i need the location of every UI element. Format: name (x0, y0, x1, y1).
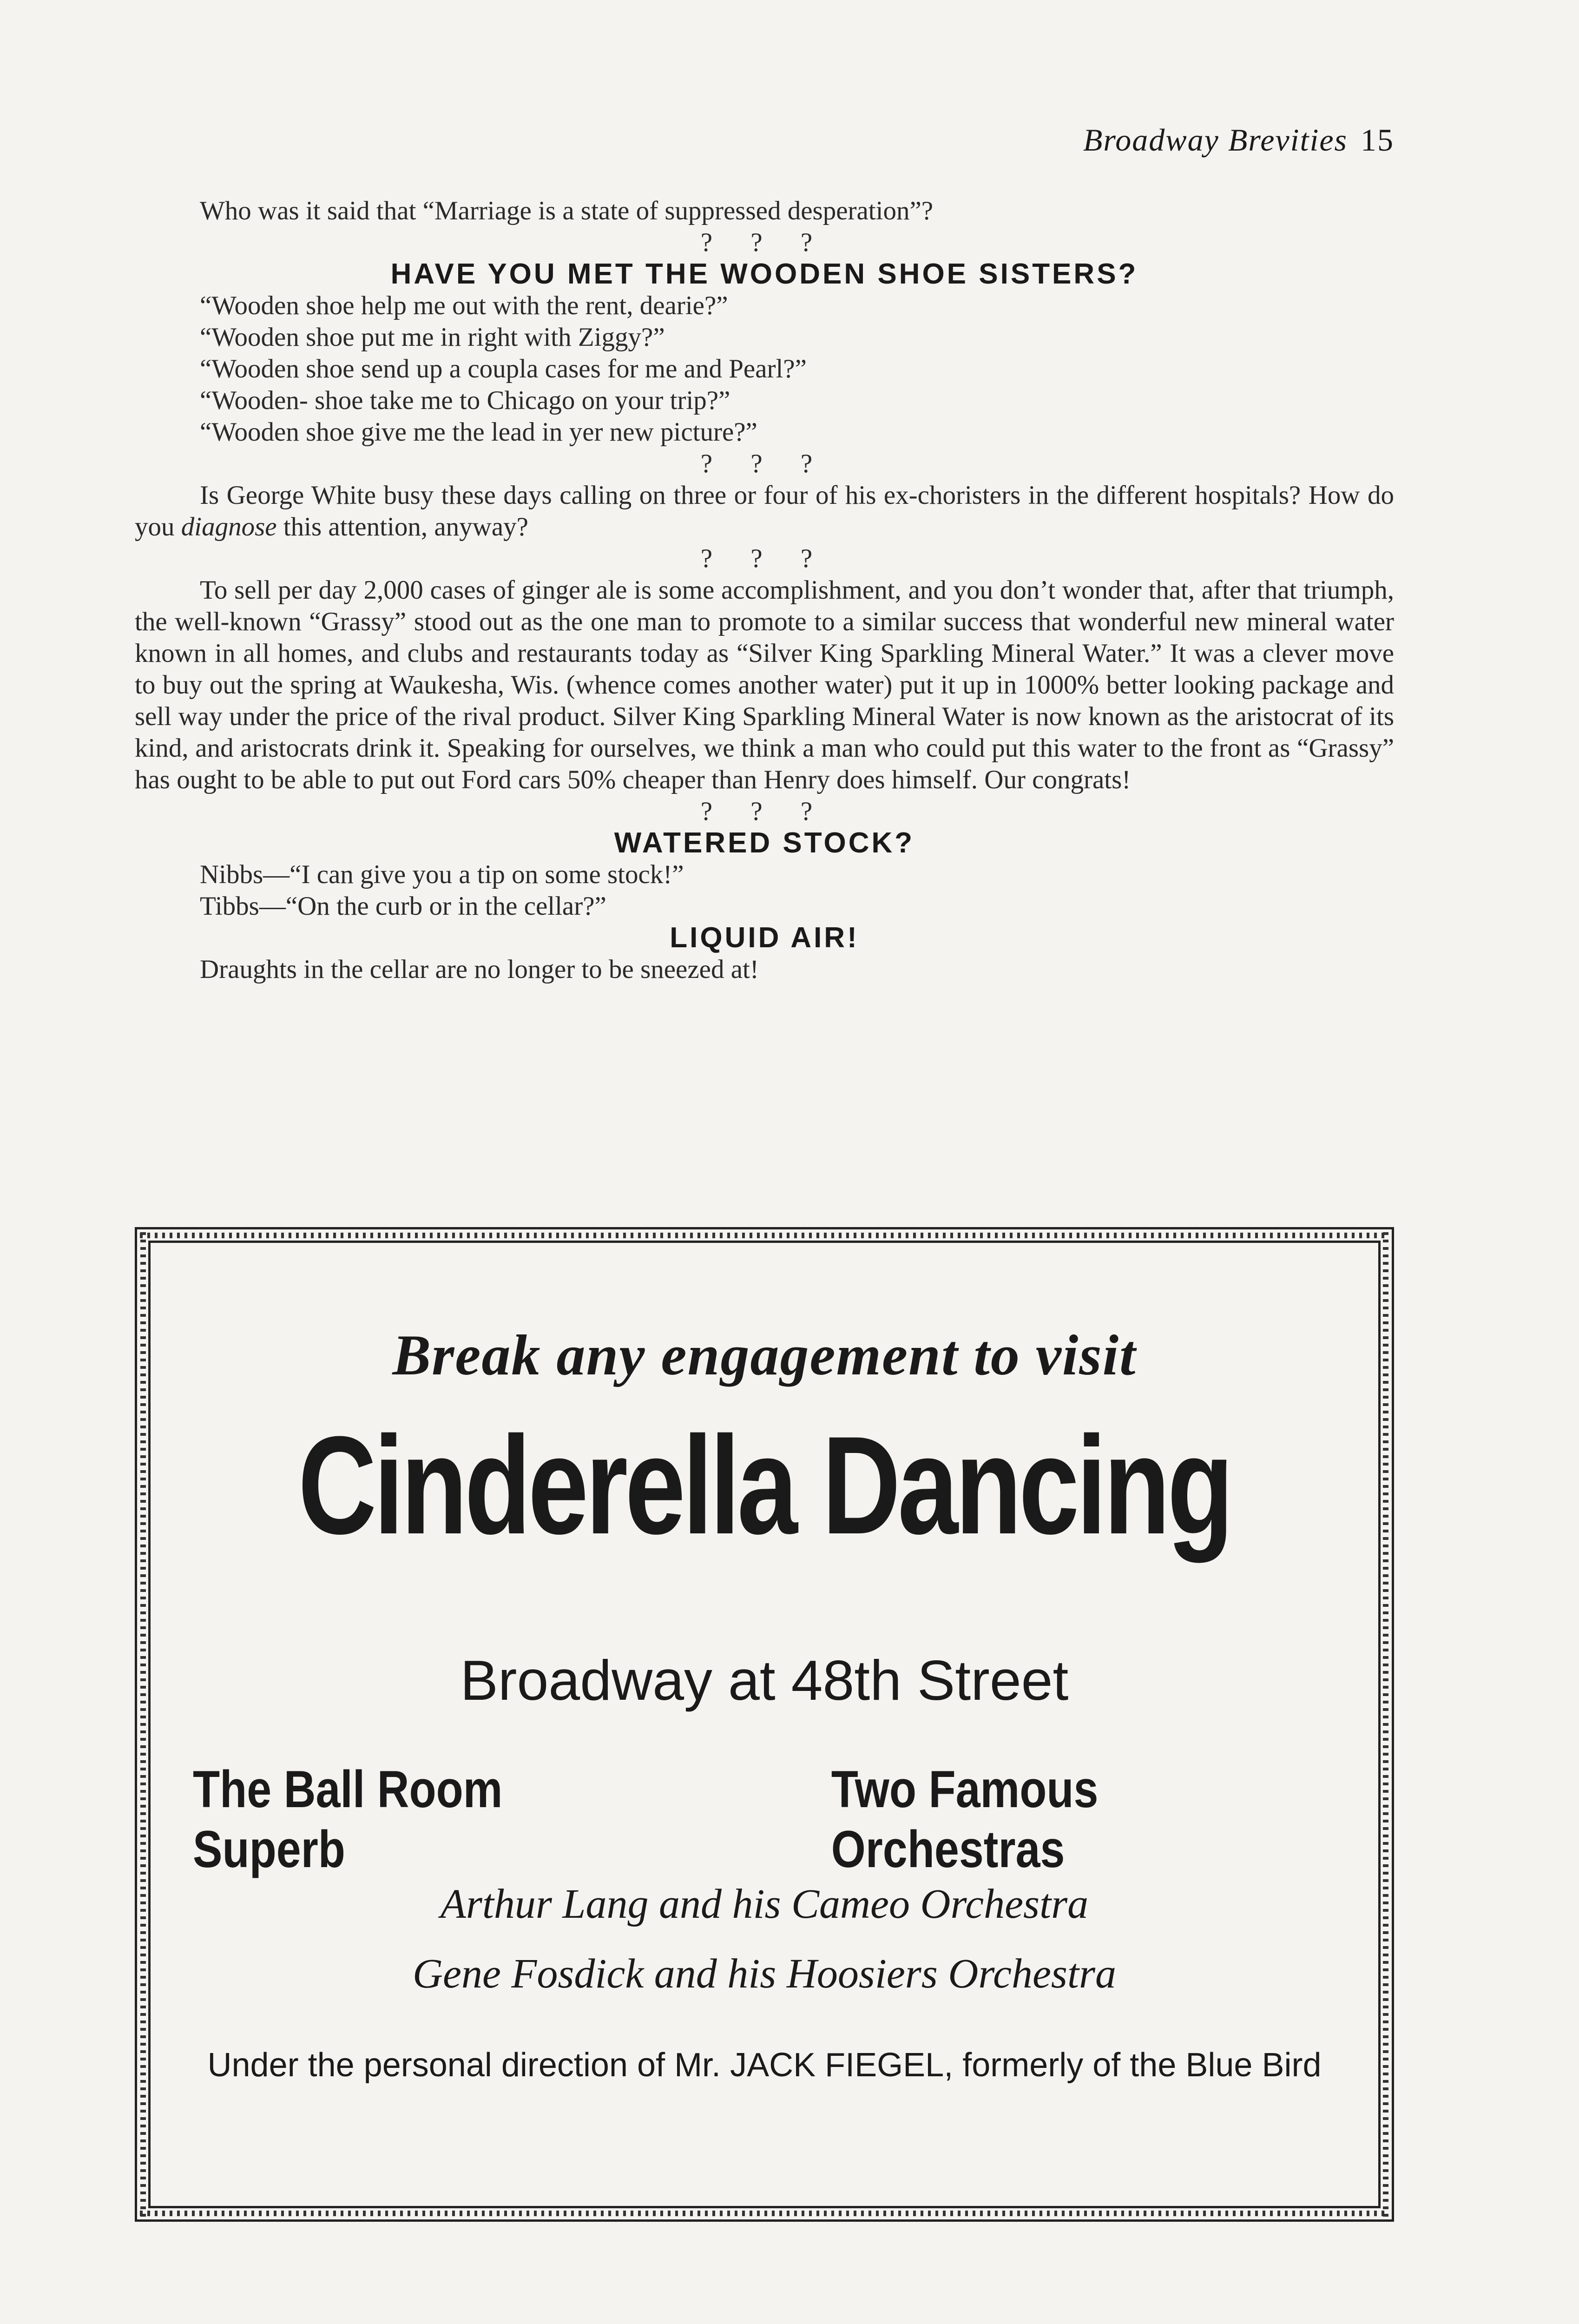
feature-ballroom: The Ball Room Superb (193, 1760, 503, 1878)
ad-venue-name: Cinderella Dancing (298, 1407, 1231, 1563)
ad-features (193, 1759, 1336, 1879)
running-head (1083, 122, 1394, 158)
article-column (135, 195, 1394, 985)
wooden-line-2: “Wooden shoe put me in right with Ziggy?” (200, 323, 665, 352)
wooden-line-4: “Wooden- shoe take me to Chicago on your trip?” (200, 386, 730, 415)
ad-direction: Under the personal direction of Mr. JACK FIEGEL, formerly of the Blue Bird (207, 2047, 1322, 2084)
orchestra-cameo: Arthur Lang and his Cameo Orchestra (440, 1881, 1089, 1927)
cinderella-advertisement (135, 1227, 1394, 2222)
wooden-line-1: “Wooden shoe help me out with the rent, dearie?” (200, 291, 728, 320)
draughts-line: Draughts in the cellar are no longer to be sneezed at! (200, 955, 759, 984)
nibbs-line: Nibbs—“I can give you a tip on some stock!” (200, 860, 684, 889)
george-text-b: this attention, anyway? (276, 512, 528, 541)
page-number: 15 (1361, 122, 1394, 158)
ginger-ale-paragraph: To sell per day 2,000 cases of ginger ale is some accomplishment, and you don’t wonder that, after that triumph, the well-known “Grassy” stood out as the one man to promote to a similar success that wonderful new mineral water known in all homes, and clubs and restaurants today as “Silver King Sparkling Mineral Water.” It was a clever move to buy out the spring at Waukesha, Wis. (whence comes another water) put it up in 1000% better looking package and sell way under the price of the rival product. Silver King Sparkling Mineral Water is now known as the aristocrat of its kind, and aristocrats drink it. Speaking for ourselves, we think a man who could put this water to the front as “Grassy” has ought to be able to put out Ford cars 50% cheaper than Henry does himself. Our congrats! (135, 575, 1394, 794)
diagnose-word: diagnose (181, 512, 277, 541)
separator-4: ? ? ? (700, 797, 829, 826)
orchestra-hoosiers: Gene Fosdick and his Hoosiers Orchestra (413, 1951, 1116, 1997)
george-white-paragraph (135, 480, 1394, 543)
wooden-shoe-heading: HAVE YOU MET THE WOODEN SHOE SISTERS? (390, 258, 1138, 290)
publication-title: Broadway Brevities (1083, 122, 1348, 158)
separator-3: ? ? ? (700, 544, 829, 573)
watered-stock-heading: WATERED STOCK? (614, 827, 915, 859)
marriage-quote: Who was it said that “Marriage is a state of suppressed desperation”? (200, 196, 934, 225)
ad-address: Broadway at 48th Street (460, 1649, 1069, 1712)
separator-2: ? ? ? (700, 449, 829, 478)
liquid-air-heading: LIQUID AIR! (670, 922, 859, 954)
george-text-a: Is George White busy these days calling on three or four of his ex-choristers in the different hospitals? How do you (135, 481, 1394, 541)
border-ornament-bottom (140, 2211, 1389, 2216)
feature-orchestras: Two Famous Orchestras (831, 1760, 1099, 1878)
wooden-line-5: “Wooden shoe give me the lead in yer new picture?” (200, 417, 757, 447)
wooden-line-3: “Wooden shoe send up a coupla cases for me and Pearl?” (200, 354, 807, 383)
border-ornament-top (140, 1233, 1389, 1238)
tibbs-line: Tibbs—“On the curb or in the cellar?” (200, 891, 606, 921)
separator-1: ? ? ? (700, 228, 829, 257)
ad-tagline: Break any engagement to visit (392, 1323, 1137, 1387)
